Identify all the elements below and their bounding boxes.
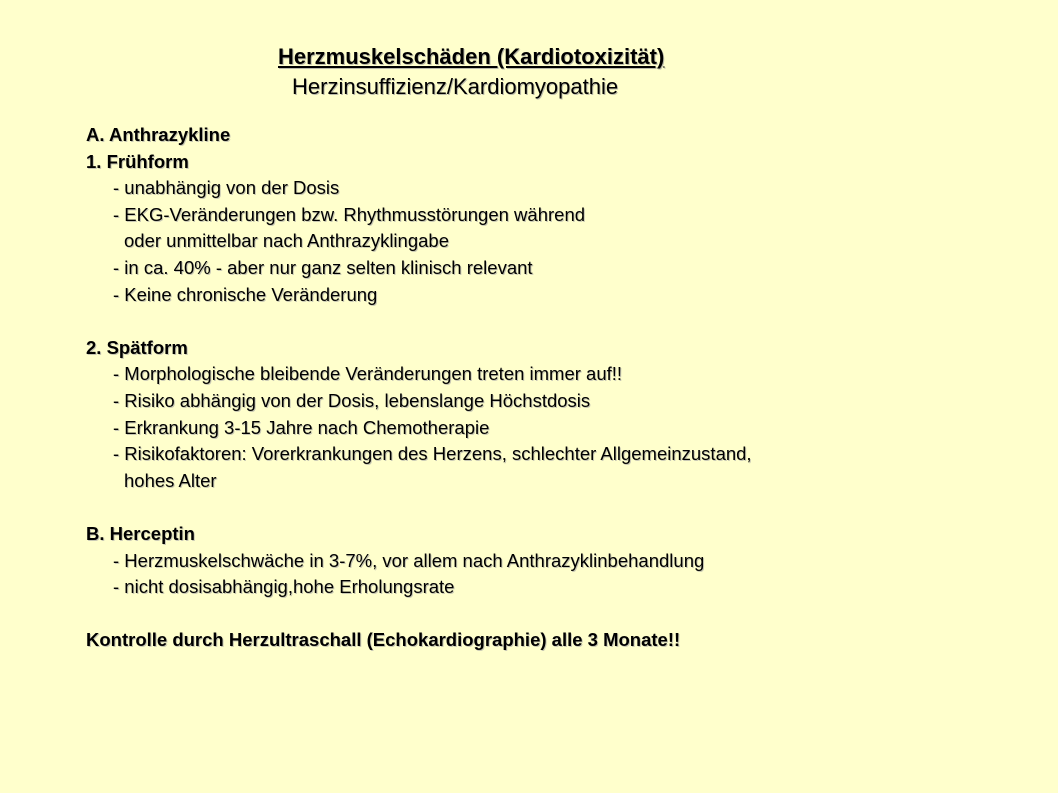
early-item: - Keine chronische Veränderung [113, 283, 378, 305]
late-form-heading: 2. Spätform [86, 336, 188, 358]
spacer [86, 494, 752, 521]
spacer [86, 308, 752, 335]
late-item: - Morphologische bleibende Veränderungen treten immer auf!! [113, 363, 623, 385]
slide-subtitle: Herzinsuffizienz/Kardiomyopathie [292, 74, 619, 99]
herceptin-item: - Herzmuskelschwäche in 3-7%, vor allem nach Anthrazyklinbehandlung [113, 549, 705, 571]
late-item-continuation: hohes Alter [124, 469, 217, 491]
late-item: - Risiko abhängig von der Dosis, lebenslange Höchstdosis [113, 389, 591, 411]
herceptin-item: - nicht dosisabhängig,hohe Erholungsrate [113, 576, 455, 598]
section-b-heading: B. Herceptin [86, 522, 195, 544]
section-a-heading: A. Anthrazykline [86, 124, 231, 145]
slide-title: Herzmuskelschäden (Kardiotoxizität) [278, 44, 665, 69]
slide-content [86, 122, 752, 654]
early-item: - unabhängig von der Dosis [113, 177, 340, 199]
early-item: - in ca. 40% - aber nur ganz selten klinisch relevant [113, 256, 533, 278]
late-item: - Risikofaktoren: Vorerkrankungen des Herzens, schlechter Allgemeinzustand, [113, 443, 752, 465]
conclusion-text: Kontrolle durch Herzultraschall (Echokardiographie) alle 3 Monate!! [86, 629, 681, 651]
early-item: - EKG-Veränderungen bzw. Rhythmusstörungen während [113, 203, 586, 225]
spacer [86, 601, 752, 628]
early-item-continuation: oder unmittelbar nach Anthrazyklingabe [124, 230, 449, 252]
early-form-heading: 1. Frühform [86, 150, 189, 172]
late-item: - Erkrankung 3-15 Jahre nach Chemotherapie [113, 416, 490, 438]
